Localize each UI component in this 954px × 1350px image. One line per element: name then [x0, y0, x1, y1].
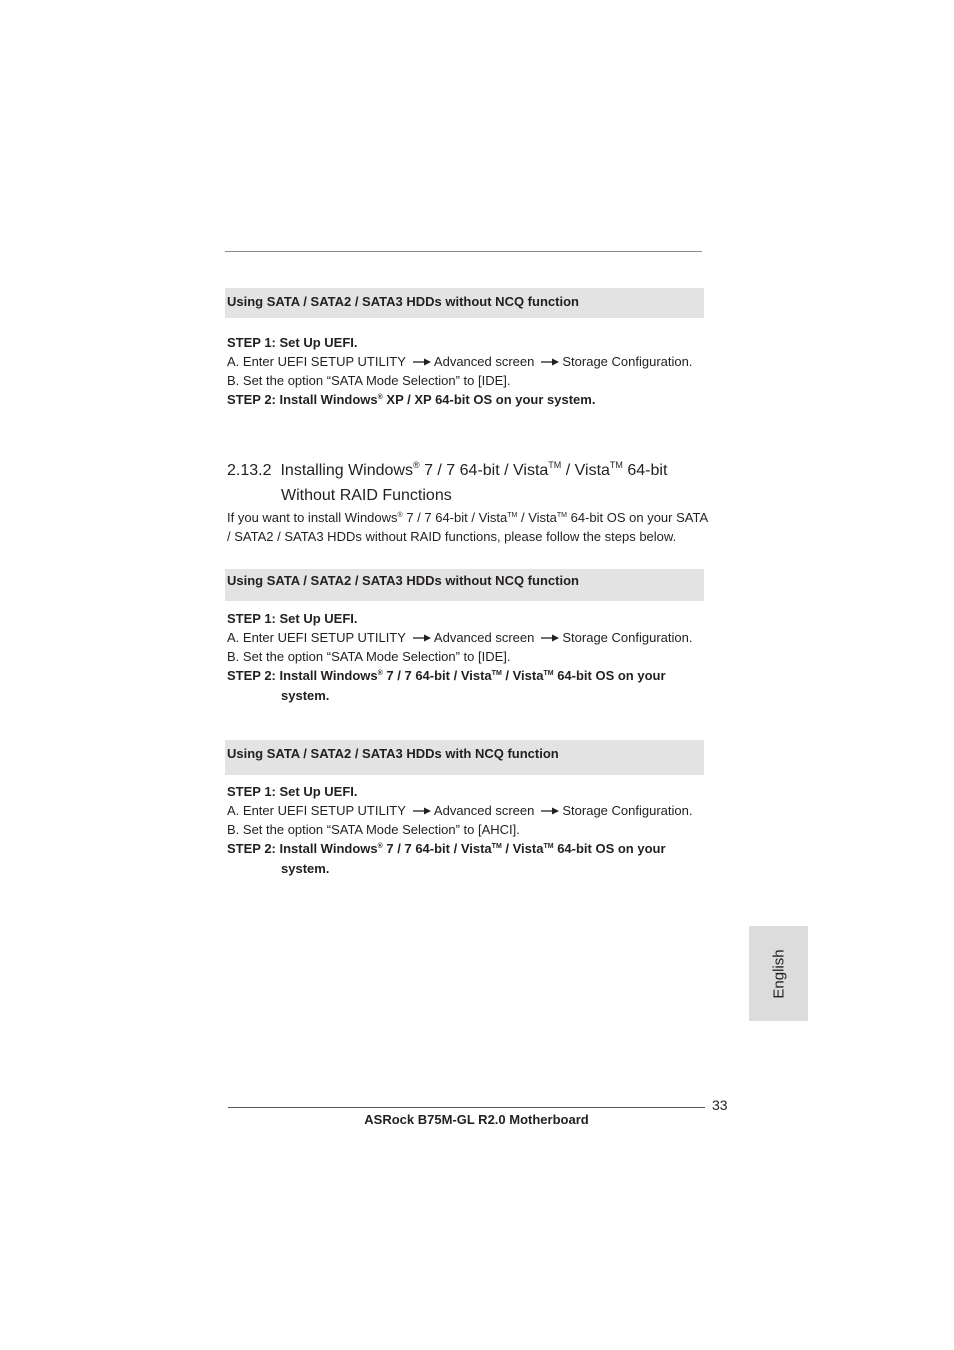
- step2-line: STEP 2: Install Windows® XP / XP 64-bit OS on your system.: [227, 392, 596, 407]
- section-band-title: Using SATA / SATA2 / SATA3 HDDs without NCQ function: [227, 294, 579, 309]
- intro-paragraph-line1: If you want to install Windows® 7 / 7 64-bit / Vista™ / Vista™ 64-bit OS on your SATA: [227, 510, 709, 525]
- section-heading: 2.13.2 Installing Windows® 7 / 7 64-bit / Vista™ / Vista™ 64-bit: [227, 460, 668, 479]
- section-band-2: [225, 569, 704, 601]
- right-arrow-icon: [413, 633, 431, 643]
- footer-divider: [228, 1107, 705, 1108]
- language-tab-label: English: [770, 948, 787, 999]
- step-b-line: B. Set the option “SATA Mode Selection” to [AHCI].: [227, 822, 520, 837]
- step-a-line: A. Enter UEFI SETUP UTILITY Advanced screen Storage Configuration.: [227, 354, 693, 369]
- language-tab: [749, 926, 808, 1021]
- right-arrow-icon: [413, 806, 431, 816]
- right-arrow-icon: [541, 357, 559, 367]
- footer-text: ASRock B75M-GL R2.0 Motherboard: [364, 1112, 589, 1127]
- step-b-line: B. Set the option “SATA Mode Selection” to [IDE].: [227, 373, 511, 388]
- step2-line: STEP 2: Install Windows® 7 / 7 64-bit / Vista™ / Vista™ 64-bit OS on your: [227, 841, 666, 856]
- step2-line: STEP 2: Install Windows® 7 / 7 64-bit / Vista™ / Vista™ 64-bit OS on your: [227, 668, 666, 683]
- step1-line: STEP 1: Set Up UEFI.: [227, 784, 358, 799]
- step2-line2: system.: [281, 861, 330, 876]
- page-number: 33: [712, 1097, 728, 1113]
- step2-line2: system.: [281, 688, 330, 703]
- right-arrow-icon: [541, 633, 559, 643]
- section-band-title: Using SATA / SATA2 / SATA3 HDDs with NCQ function: [227, 746, 559, 761]
- section-band-3: [225, 740, 704, 775]
- top-divider: [225, 251, 702, 252]
- section-heading-line2: Without RAID Functions: [281, 487, 452, 504]
- step1-line: STEP 1: Set Up UEFI.: [227, 611, 358, 626]
- right-arrow-icon: [541, 806, 559, 816]
- section-band-1: [225, 288, 704, 318]
- right-arrow-icon: [413, 357, 431, 367]
- step-a-line: A. Enter UEFI SETUP UTILITY Advanced screen Storage Configuration.: [227, 630, 693, 645]
- step1-line: STEP 1: Set Up UEFI.: [227, 335, 358, 350]
- step-a-line: A. Enter UEFI SETUP UTILITY Advanced screen Storage Configuration.: [227, 803, 693, 818]
- intro-paragraph-line2: / SATA2 / SATA3 HDDs without RAID functions, please follow the steps below.: [227, 529, 677, 544]
- heading-number: 2.13.2: [227, 462, 272, 479]
- step-b-line: B. Set the option “SATA Mode Selection” to [IDE].: [227, 649, 511, 664]
- section-band-title: Using SATA / SATA2 / SATA3 HDDs without NCQ function: [227, 573, 579, 588]
